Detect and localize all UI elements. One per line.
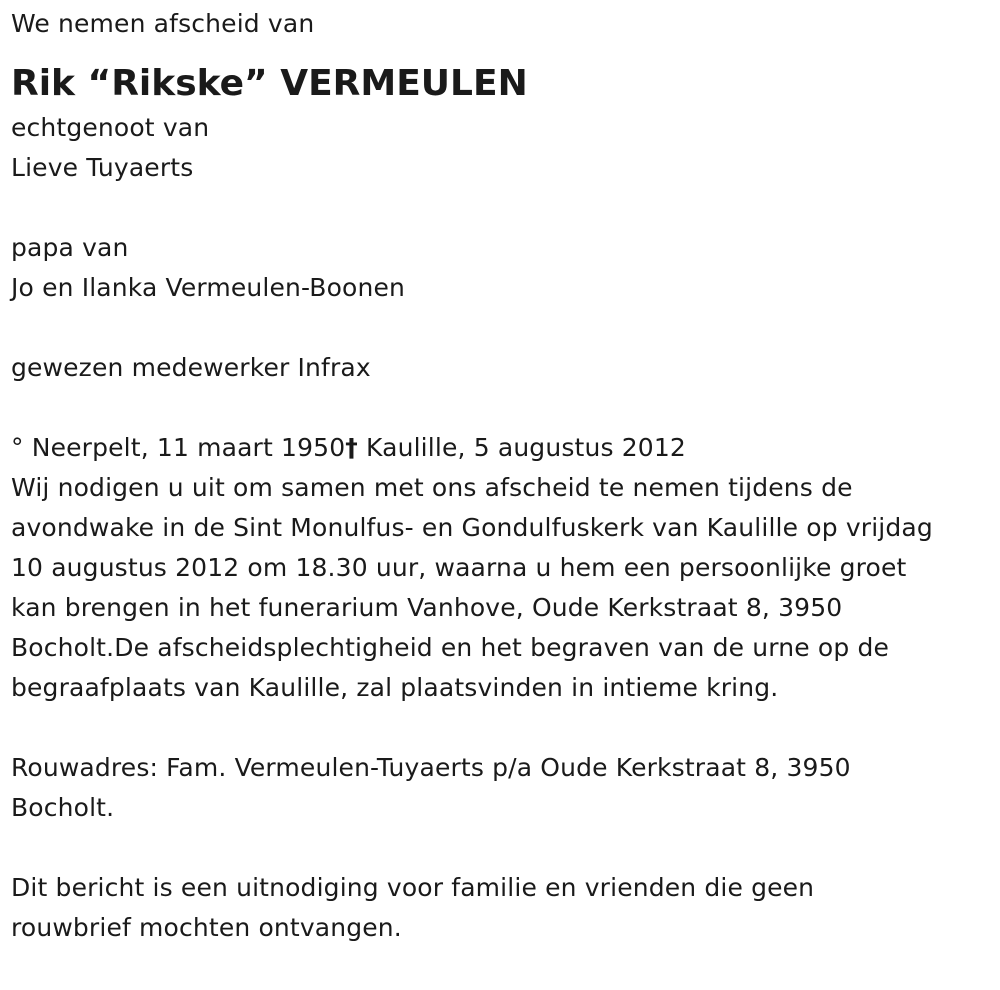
invitation-line: 10 augustus 2012 om 18.30 uur, waarna u hem een persoonlijke groet [11, 553, 907, 582]
intro-text: We nemen afscheid van [11, 9, 315, 38]
invitation-line: begraafplaats van Kaulille, zal plaatsvinden in intieme kring. [11, 673, 779, 702]
obituary-notice [11, 4, 986, 948]
spouse-name: Lieve Tuyaerts [11, 153, 194, 182]
notice-paragraph [11, 868, 986, 948]
invitation-line: avondwake in de Sint Monulfus- en Gondulfuskerk van Kaulille op vrijdag [11, 513, 933, 542]
cross-icon: † [345, 433, 358, 462]
spacer [11, 708, 986, 748]
father-label: papa van [11, 233, 129, 262]
life-dates [11, 428, 986, 468]
deceased-name: Rik “Rikske” VERMEULEN [11, 63, 528, 104]
spacer [11, 308, 986, 348]
spouse-label: echtgenoot van [11, 113, 210, 142]
invitation-paragraph [11, 468, 986, 708]
invitation-line: Wij nodigen u uit om samen met ons afscheid te nemen tijdens de [11, 473, 853, 502]
address-line: Bocholt. [11, 793, 115, 822]
birth-info: Neerpelt, 11 maart 1950 [31, 433, 346, 462]
invitation-line: Bocholt.De afscheidsplechtigheid en het begraven van de urne op de [11, 633, 890, 662]
birth-symbol: ° [11, 433, 24, 462]
notice-line: rouwbrief mochten ontvangen. [11, 913, 402, 942]
death-info: Kaulille, 5 augustus 2012 [366, 433, 686, 462]
occupation-text: gewezen medewerker Infrax [11, 353, 371, 382]
address-line: Rouwadres: Fam. Vermeulen-Tuyaerts p/a Oude Kerkstraat 8, 3950 [11, 753, 851, 782]
invitation-line: kan brengen in het funerarium Vanhove, Oude Kerkstraat 8, 3950 [11, 593, 843, 622]
notice-line: Dit bericht is een uitnodiging voor familie en vrienden die geen [11, 873, 815, 902]
address-paragraph [11, 748, 986, 828]
spacer [11, 188, 986, 228]
children-names: Jo en Ilanka Vermeulen-Boonen [11, 273, 405, 302]
spacer [11, 388, 986, 428]
spacer [11, 828, 986, 868]
